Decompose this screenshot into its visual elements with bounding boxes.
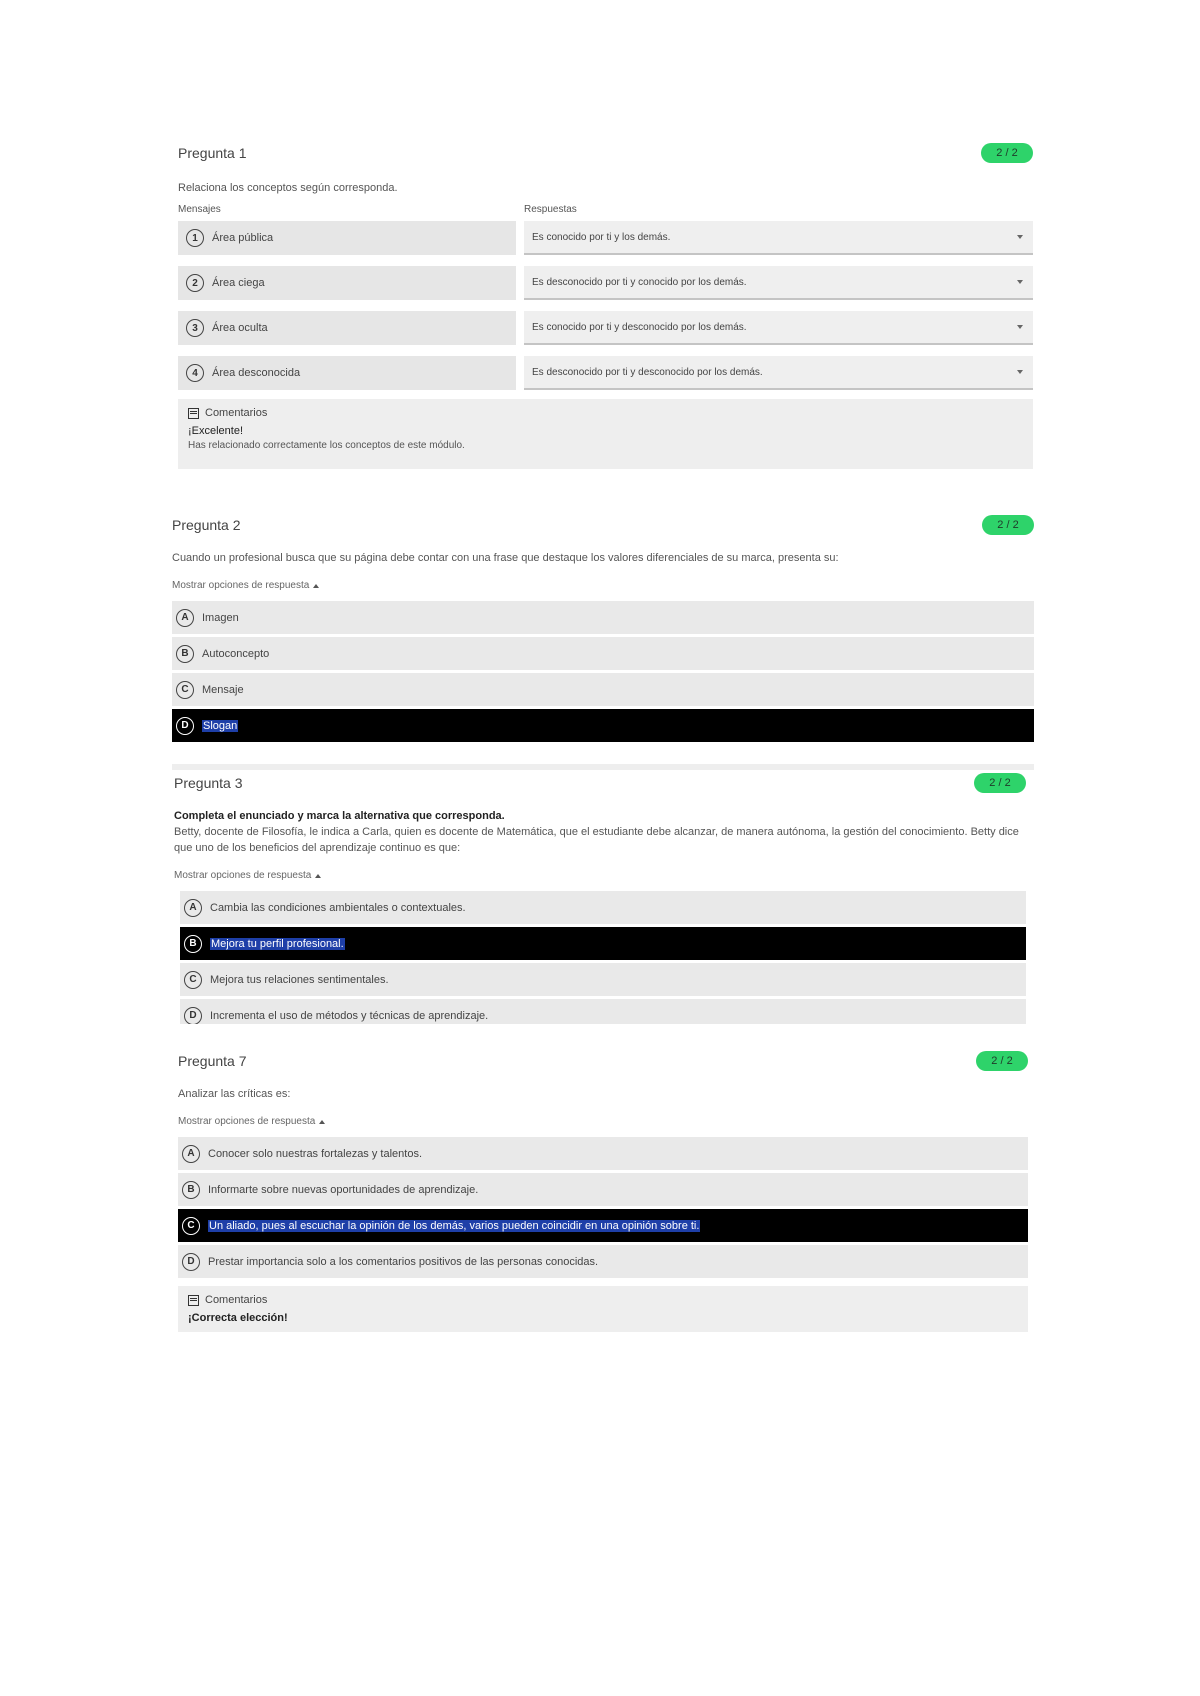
option-letter-badge: C xyxy=(176,681,194,699)
option-label: Slogan xyxy=(203,719,238,732)
answer-option[interactable] xyxy=(172,673,1034,706)
concept-cell xyxy=(178,311,516,345)
question-3 xyxy=(174,770,1026,1024)
option-label: Un aliado, pues al escuchar la opinión de los demás, varios pueden coincidir en una opinión sobre ti. xyxy=(209,1219,700,1232)
answer-option[interactable] xyxy=(172,601,1034,634)
answer-select-value: Es desconocido por ti y desconocido por los demás. xyxy=(532,366,763,378)
feedback-title xyxy=(188,1294,1018,1306)
answer-option[interactable] xyxy=(172,637,1034,670)
question-header xyxy=(172,512,1034,538)
concept-cell xyxy=(178,221,516,255)
chevron-down-icon xyxy=(1017,235,1023,239)
feedback-title-label: Comentarios xyxy=(205,1294,268,1306)
question-title: Pregunta 2 xyxy=(172,517,241,533)
feedback-text: Has relacionado correctamente los conceptos de este módulo. xyxy=(188,440,465,451)
answer-option[interactable] xyxy=(180,963,1026,996)
answer-option-selected[interactable] xyxy=(172,709,1034,742)
option-label: Prestar importancia solo a los comentarios positivos de las personas conocidas. xyxy=(208,1255,599,1268)
concept-label: Área ciega xyxy=(212,277,265,289)
option-letter-badge: B xyxy=(182,1181,200,1199)
option-letter-badge: A xyxy=(182,1145,200,1163)
score-badge: 2 / 2 xyxy=(976,1051,1028,1071)
option-letter-badge: A xyxy=(184,899,202,917)
match-row xyxy=(178,356,1033,390)
option-label: Mejora tus relaciones sentimentales. xyxy=(210,973,389,986)
feedback-heading: ¡Correcta elección! xyxy=(188,1312,288,1324)
option-letter-badge: B xyxy=(184,935,202,953)
match-row xyxy=(178,221,1033,255)
question-7 xyxy=(178,1048,1028,1332)
answer-select[interactable] xyxy=(524,311,1033,345)
option-label: Cambia las condiciones ambientales o contextuales. xyxy=(210,901,466,914)
option-label: Informarte sobre nuevas oportunidades de aprendizaje. xyxy=(208,1183,479,1196)
option-letter-badge: B xyxy=(176,645,194,663)
chevron-down-icon xyxy=(1017,325,1023,329)
option-letter-badge: C xyxy=(182,1217,200,1235)
show-options-toggle[interactable] xyxy=(178,1116,1028,1127)
question-header xyxy=(178,140,1033,166)
score-badge: 2 / 2 xyxy=(982,515,1034,535)
answer-select-value: Es conocido por ti y los demás. xyxy=(532,231,671,243)
option-letter-badge: C xyxy=(184,971,202,989)
chevron-down-icon xyxy=(1017,370,1023,374)
answer-option-selected[interactable] xyxy=(178,1209,1028,1242)
show-options-label: Mostrar opciones de respuesta xyxy=(178,1116,316,1127)
answer-option[interactable] xyxy=(178,1137,1028,1170)
question-text: Cuando un profesional busca que su página debe contar con una frase que destaque los valores diferenciales de su marca, presenta su: xyxy=(172,552,839,564)
number-badge: 2 xyxy=(186,274,204,292)
question-title: Pregunta 7 xyxy=(178,1053,247,1069)
question-title: Pregunta 1 xyxy=(178,145,247,161)
answer-select-value: Es desconocido por ti y conocido por los demás. xyxy=(532,276,747,288)
option-label: Incrementa el uso de métodos y técnicas de aprendizaje. xyxy=(210,1009,489,1022)
feedback-heading: ¡Excelente! xyxy=(188,425,244,437)
answer-option[interactable] xyxy=(180,891,1026,924)
option-label: Conocer solo nuestras fortalezas y talentos. xyxy=(208,1147,423,1160)
question-text: Betty, docente de Filosofía, le indica a Carla, quien es docente de Matemática, que el estudiante debe alcanzar, de manera autónoma, la gestión del conocimiento. Betty dice que uno de los beneficios del aprendizaje continuo es que: xyxy=(174,826,1019,854)
question-1 xyxy=(178,140,1033,469)
answer-select[interactable] xyxy=(524,356,1033,390)
number-badge: 3 xyxy=(186,319,204,337)
score-badge: 2 / 2 xyxy=(981,143,1033,163)
feedback-box xyxy=(178,399,1033,469)
match-row xyxy=(178,266,1033,300)
option-label: Autoconcepto xyxy=(202,647,270,660)
number-badge: 4 xyxy=(186,364,204,382)
score-badge: 2 / 2 xyxy=(974,773,1026,793)
show-options-toggle[interactable] xyxy=(172,580,1034,591)
show-options-toggle[interactable] xyxy=(174,870,1026,881)
match-column-headers xyxy=(178,204,1033,215)
comment-icon xyxy=(188,408,199,419)
option-label: Mejora tu perfil profesional. xyxy=(211,937,344,950)
feedback-title xyxy=(188,407,1023,419)
answer-option-selected[interactable] xyxy=(180,927,1026,960)
answer-option[interactable] xyxy=(178,1245,1028,1278)
number-badge: 1 xyxy=(186,229,204,247)
option-letter-badge: A xyxy=(176,609,194,627)
match-row xyxy=(178,311,1033,345)
option-label: Imagen xyxy=(202,611,239,624)
option-label: Mensaje xyxy=(202,683,244,696)
question-text: Analizar las críticas es: xyxy=(178,1088,291,1100)
answer-select-value: Es conocido por ti y desconocido por los demás. xyxy=(532,321,747,333)
concept-label: Área pública xyxy=(212,232,274,244)
concept-cell xyxy=(178,356,516,390)
question-title: Pregunta 3 xyxy=(174,775,243,791)
chevron-up-icon xyxy=(313,584,319,588)
option-letter-badge: D xyxy=(182,1253,200,1271)
chevron-up-icon xyxy=(319,1120,325,1124)
question-instruction: Completa el enunciado y marca la alternativa que corresponda. xyxy=(174,810,505,822)
option-letter-badge: D xyxy=(184,1007,202,1025)
question-header xyxy=(174,770,1026,796)
question-header xyxy=(178,1048,1028,1074)
column-header-answers: Respuestas xyxy=(524,204,577,215)
concept-label: Área desconocida xyxy=(212,367,301,379)
answer-option[interactable] xyxy=(180,999,1026,1024)
question-instruction: Relaciona los conceptos según corresponda. xyxy=(178,182,398,194)
comment-icon xyxy=(188,1295,199,1306)
answer-option[interactable] xyxy=(178,1173,1028,1206)
answer-select[interactable] xyxy=(524,221,1033,255)
column-header-messages: Mensajes xyxy=(178,204,221,215)
chevron-up-icon xyxy=(315,874,321,878)
show-options-label: Mostrar opciones de respuesta xyxy=(172,580,310,591)
chevron-down-icon xyxy=(1017,280,1023,284)
concept-label: Área oculta xyxy=(212,322,268,334)
show-options-label: Mostrar opciones de respuesta xyxy=(174,870,312,881)
question-2 xyxy=(172,512,1034,745)
answer-select[interactable] xyxy=(524,266,1033,300)
feedback-box xyxy=(178,1286,1028,1332)
concept-cell xyxy=(178,266,516,300)
feedback-title-label: Comentarios xyxy=(205,407,268,419)
option-letter-badge: D xyxy=(176,717,194,735)
